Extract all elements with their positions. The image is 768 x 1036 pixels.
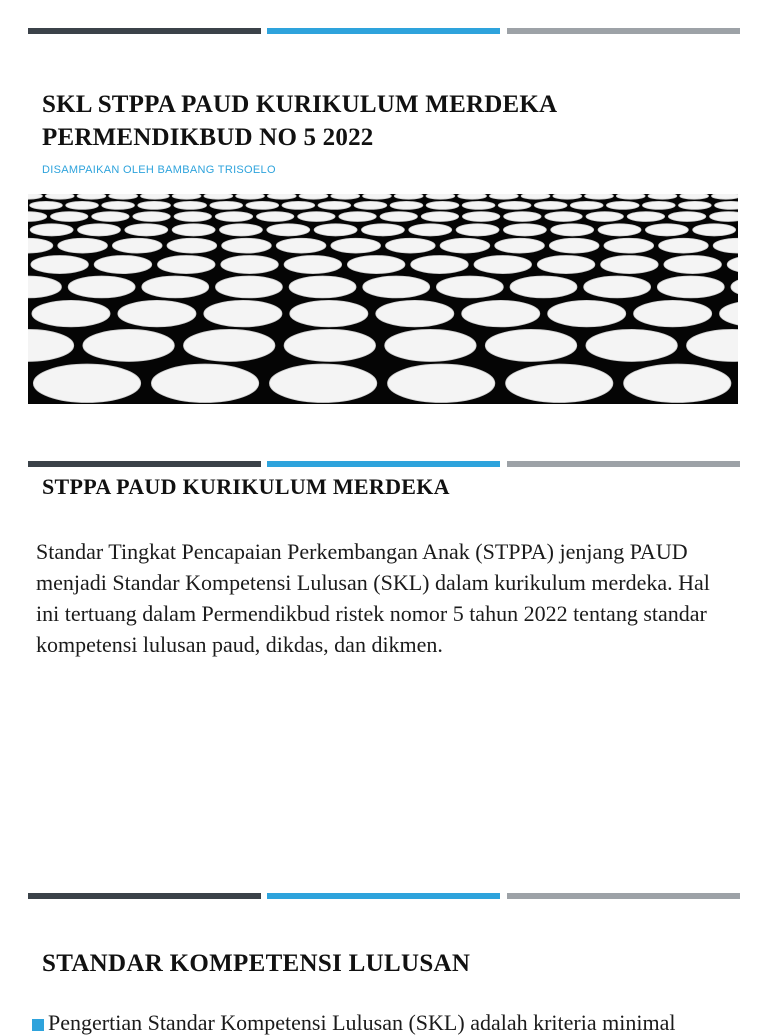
disc-shape [731,276,738,298]
disc-shape [276,238,326,253]
disc-shape [318,201,351,209]
disc-shape [28,212,47,222]
disc-shape [256,212,293,222]
disc-shape [50,212,87,222]
disc-shape [347,255,405,273]
disc-shape [125,224,168,236]
disc-shape [385,329,476,361]
disc-shape [548,300,626,327]
disc-shape [586,329,677,361]
disc-shape [601,255,659,273]
slide3-bullet-item [32,1010,752,1036]
disc-shape [32,300,110,327]
disc-shape [537,255,595,273]
disc-shape [657,276,724,298]
disc-shape [489,194,518,199]
disc-shape [28,238,53,253]
disc-shape [409,224,452,236]
disc-shape [495,238,545,253]
disc-shape [411,255,469,273]
disc-shape [66,201,99,209]
slide3-heading: STANDAR KOMPETENSI LULUSAN [42,950,471,977]
disc-shape [282,201,315,209]
disc-shape [664,255,722,273]
disc-shape [376,300,454,327]
disc-shape [118,300,196,327]
disc-shape [167,238,217,253]
disc-shape [92,212,129,222]
disc-shape [498,201,531,209]
disc-shape [551,224,594,236]
disc-shape [390,201,423,209]
disc-shape [648,194,677,199]
disc-shape [112,238,162,253]
disc-shape [109,194,138,199]
disc-shape [172,194,201,199]
disc-shape [45,194,74,199]
disc-shape [33,364,140,402]
slide2-body-text: Standar Tingkat Pencapaian Perkembangan Anak (STPPA) jenjang PAUD menjadi Standar Kompetensi Lulusan (SKL) dalam kurikulum merdeka. Hal ini tertuang dalam Permendikbud ristek nomor 5 tahun 2022 tentang standar kompetensi lulusan paud, dikdas, dan dikmen. [36,539,710,657]
disc-shape [68,276,135,298]
disc-shape [298,212,335,222]
disc-shape [570,201,603,209]
disc-shape [380,212,417,222]
disc-shape [485,329,576,361]
disc-shape [534,201,567,209]
disc-shape [363,194,392,199]
disc-shape [221,255,279,273]
disc-shape [215,212,252,222]
disc-shape [545,212,582,222]
disc-shape [645,224,688,236]
disc-shape [584,276,651,298]
disc-shape [354,201,387,209]
disc-shape [204,194,233,199]
slide3-bullet-text: Pengertian Standar Kompetensi Lulusan (SKL) adalah kriteria minimal [48,1010,676,1035]
disc-shape [289,276,356,298]
discs-pattern-image [28,194,738,404]
disc-shape [474,255,532,273]
disc-shape [28,276,61,298]
disc-shape [426,194,455,199]
disc-shape [693,224,736,236]
slide1-title: SKL STPPA PAUD KURIKULUM MERDEKA PERMENDIKBUD NO 5 2022 [42,91,556,151]
disc-shape [388,364,495,402]
slide3-divider-bar [28,893,740,899]
disc-shape [385,238,435,253]
disc-shape [30,201,63,209]
disc-shape [585,194,614,199]
disc-shape [458,194,487,199]
disc-shape [678,201,711,209]
disc-shape [151,364,258,402]
disc-shape [83,329,174,361]
disc-shape [462,212,499,222]
disc-shape [133,212,170,222]
disc-shape [290,300,368,327]
disc-shape [394,194,423,199]
disc-shape [503,224,546,236]
disc-shape [31,255,89,273]
slide2-divider-bar [28,461,740,467]
disc-shape [363,276,430,298]
disc-shape [462,300,540,327]
disc-shape [506,364,613,402]
disc-shape [436,276,503,298]
disc-shape [174,212,211,222]
disc-shape [219,224,262,236]
disc-shape [174,201,207,209]
disc-shape [269,364,376,402]
disc-shape [284,329,375,361]
disc-shape [30,224,73,236]
disc-shape [157,255,215,273]
disc-shape [727,255,738,273]
disc-shape [711,194,738,199]
disc-shape [668,212,705,222]
disc-shape [624,364,731,402]
disc-shape [222,238,272,253]
disc-shape [634,300,712,327]
disc-shape [215,276,282,298]
disc-shape [236,194,265,199]
disc-shape [462,201,495,209]
disc-shape [713,238,738,253]
disc-shape [715,201,738,209]
disc-shape [504,212,541,222]
disc-shape [172,224,215,236]
disc-shape [553,194,582,199]
bullet-square-icon [32,1019,44,1031]
slide2-heading: STPPA PAUD KURIKULUM MERDEKA [42,474,450,499]
disc-shape [299,194,328,199]
disc-shape [183,329,274,361]
disc-shape [77,194,106,199]
disc-shape [246,201,279,209]
disc-shape [616,194,645,199]
slide1-subtitle: DISAMPAIKAN OLEH BAMBANG TRISOELO [42,164,276,176]
slide1-divider-bar [28,28,740,34]
disc-shape [687,329,738,361]
disc-shape [440,238,490,253]
disc-shape [267,194,296,199]
disc-shape [680,194,709,199]
disc-shape [549,238,599,253]
disc-shape [58,238,108,253]
disc-shape [627,212,664,222]
disc-shape [138,201,171,209]
disc-shape [421,212,458,222]
disc-shape [140,194,169,199]
disc-shape [606,201,639,209]
disc-shape [339,212,376,222]
disc-shape [210,201,243,209]
disc-shape [28,329,74,361]
disc-shape [204,300,282,327]
disc-shape [331,194,360,199]
disc-shape [331,238,381,253]
disc-shape [710,212,738,222]
disc-shape [314,224,357,236]
disc-shape [361,224,404,236]
disc-shape [642,201,675,209]
disc-shape [604,238,654,253]
disc-shape [94,255,152,273]
disc-shape [142,276,209,298]
disc-shape [284,255,342,273]
disc-shape [102,201,135,209]
disc-shape [659,238,709,253]
disc-shape [456,224,499,236]
disc-shape [267,224,310,236]
disc-shape [28,194,42,199]
disc-shape [510,276,577,298]
disc-shape [720,300,738,327]
disc-shape [598,224,641,236]
disc-shape [77,224,120,236]
disc-shape [586,212,623,222]
disc-shape [426,201,459,209]
disc-shape [521,194,550,199]
